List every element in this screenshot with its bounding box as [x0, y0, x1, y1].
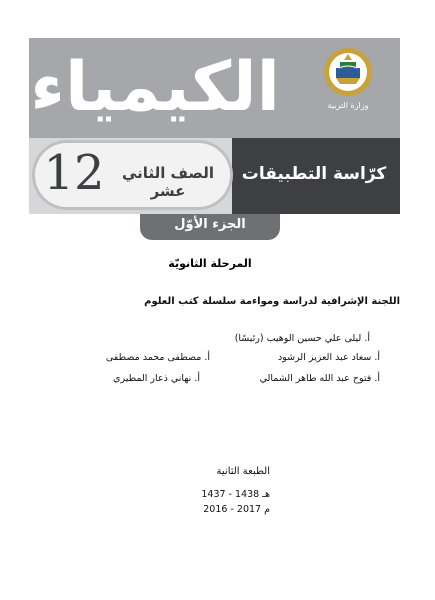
subject-title: الكيمياء: [30, 48, 280, 127]
book-name: كرّاسة التطبيقات: [241, 164, 387, 184]
committee-heading: اللجنة الإشرافية لدراسة ومواءمة سلسلة كتب العلوم: [144, 296, 400, 307]
edition-label: الطبعة الثانية: [216, 466, 270, 477]
committee-chair: أ. ليلى علي حسين الوهيب (رئيسًا): [234, 333, 370, 344]
school-stage: المرحلة الثانويّة: [168, 257, 252, 270]
grade-number: 12: [43, 145, 105, 201]
committee-member: أ. سعاد عبد العزيز الرشود: [277, 352, 380, 363]
grade-label: الصف الثاني عشر: [122, 164, 214, 200]
committee-member: أ. فتوح عبد الله طاهر الشمالي: [259, 373, 380, 384]
part-label: الجزء الأوّل: [174, 217, 246, 232]
kuwait-emblem-icon: [322, 46, 374, 98]
hijri-year: 1437 - 1438 هـ: [201, 489, 270, 500]
committee-member: أ. مصطفى محمد مصطفى: [105, 352, 210, 363]
ministry-name: وزارة التربية: [327, 101, 369, 110]
committee-member: أ. نهاني ذعار المطيري: [113, 373, 200, 384]
gregorian-year: 2016 - 2017 م: [203, 504, 270, 515]
